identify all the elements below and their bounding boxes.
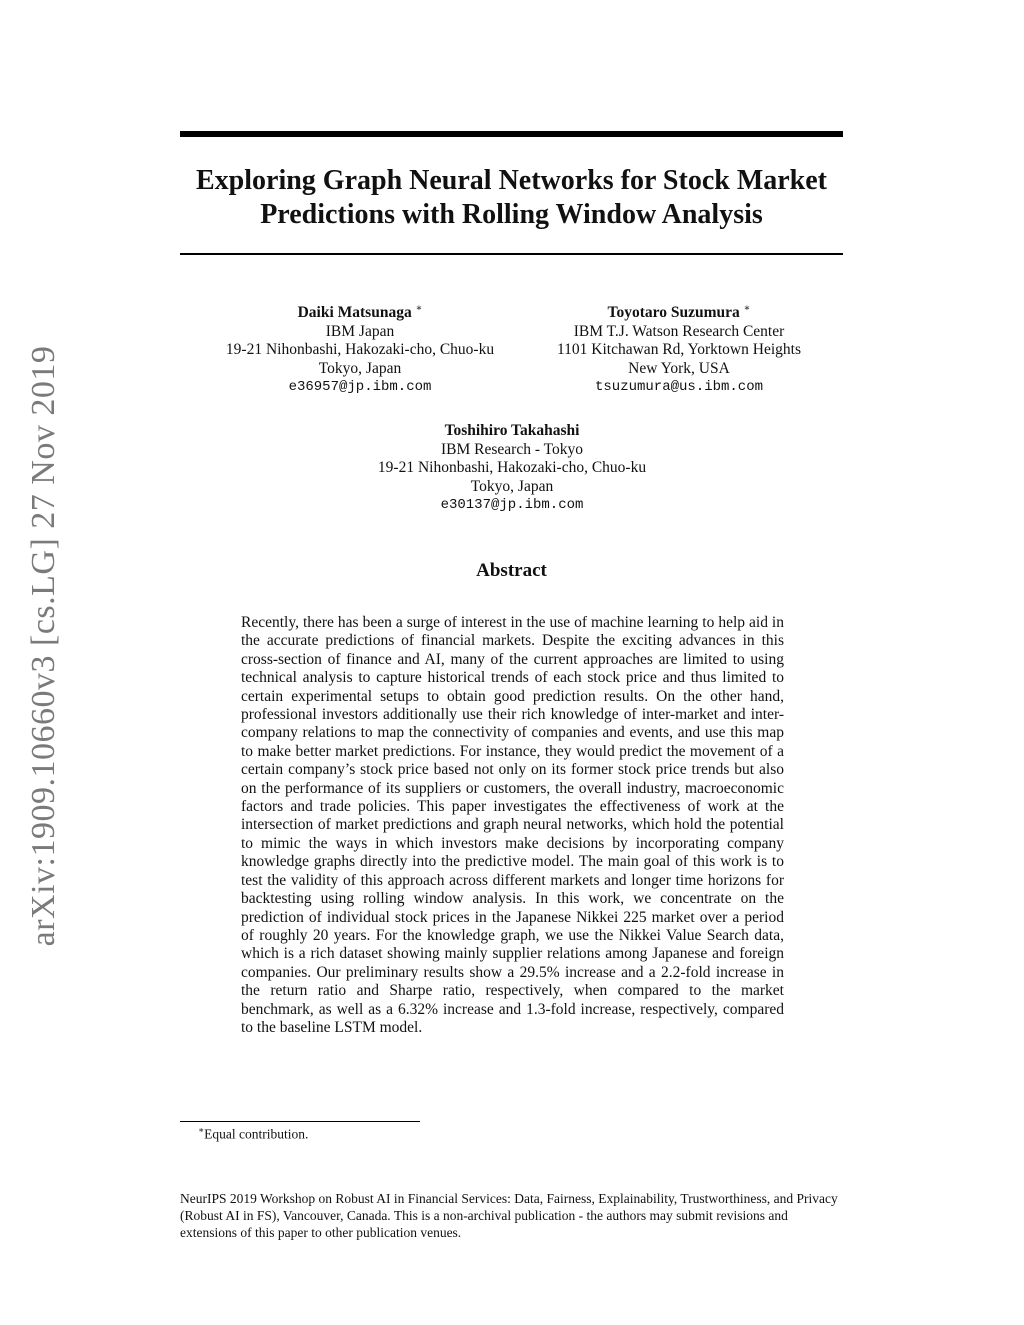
author-address: 19-21 Nihonbashi, Hakozaki-cho, Chuo-ku (225, 341, 495, 359)
venue-note: NeurIPS 2019 Workshop on Robust AI in Financial Services: Data, Fairness, Explainability, Trustworthiness, and Privacy (Robust AI in FS), Vancouver, Canada. This is a non-archival publication - the authors may submit revisions and extensions of this paper to other publication venues. (180, 1191, 838, 1240)
paper-title: Exploring Graph Neural Networks for Stock Market Predictions with Rolling Window Analysis (196, 165, 827, 230)
author-city: Tokyo, Japan (318, 359, 402, 377)
author-block-1 (200, 300, 520, 397)
title-rule-bottom (180, 253, 843, 255)
author-email[interactable]: e36957@jp.ibm.com (288, 379, 432, 396)
author-footnote-mark: ∗ (415, 303, 423, 314)
author-block-2 (520, 300, 838, 397)
footnote-text: Equal contribution. (204, 1126, 309, 1142)
title-rule-top (180, 131, 843, 137)
author-name: Daiki Matsunaga (297, 304, 412, 322)
author-name: Toshihiro Takahashi (444, 422, 580, 439)
footnote-rule (180, 1121, 420, 1122)
author-email[interactable]: e30137@jp.ibm.com (440, 497, 584, 513)
abstract-heading: Abstract (476, 560, 547, 581)
author-affiliation: IBM Research - Tokyo (441, 440, 583, 458)
footnote (198, 1125, 308, 1143)
author-affiliation: IBM T.J. Watson Research Center (573, 322, 785, 340)
author-email[interactable]: tsuzumura@us.ibm.com (594, 379, 764, 396)
author-footnote-mark: ∗ (743, 303, 751, 314)
author-city: New York, USA (628, 359, 730, 377)
author-affiliation: IBM Japan (325, 322, 395, 340)
arxiv-stamp: arXiv:1909.10660v3 [cs.LG] 27 Nov 2019 (25, 345, 62, 947)
author-address: 1101 Kitchawan Rd, Yorktown Heights (557, 341, 801, 359)
author-city: Tokyo, Japan (470, 477, 554, 495)
author-block-3 (332, 422, 692, 515)
author-address: 19-21 Nihonbashi, Hakozaki-cho, Chuo-ku (377, 459, 647, 476)
footnote-mark: ∗ (198, 1125, 205, 1135)
author-name: Toyotaro Suzumura (607, 304, 740, 322)
abstract-text: Recently, there has been a surge of interest in the use of machine learning to help aid in the accurate predictions of financial markets. Despite the exciting advances in this cross-section of finance and AI, many of the current approaches are limited to using technical analysis to capture historical trends of each stock price and thus limited to certain experimental setups to obtain good prediction results. On the other hand, professional investors additionally use their rich knowledge of inter-market and inter-company relations to map the connectivity of companies and events, and use this map to make better market predictions. For instance, they would predict the movement of a certain company’s stock price based not only on its former stock price trends but also on the performance of its suppliers or customers, the overall industry, macroeconomic factors and trade policies. This paper investigates the effectiveness of work at the intersection of market predictions and graph neural networks, which hold the potential to mimic the ways in which investors make decisions by incorporating company knowledge graphs directly into the predictive model. The main goal of this work is to test the validity of this approach across different markets and longer time horizons for backtesting using rolling window analysis. In this work, we concentrate on the prediction of individual stock prices in the Japanese Nikkei 225 market over a period of roughly 20 years. For the knowledge graph, we use the Nikkei Value Search data, which is a rich dataset showing mainly supplier relations among Japanese and foreign companies. Our preliminary results show a 29.5% increase and a 2.2-fold increase in the return ratio and Sharpe ratio, respectively, when compared to the market benchmark, as well as a 6.32% increase and 1.3-fold increase, respectively, compared to the baseline LSTM model. (241, 614, 784, 1036)
